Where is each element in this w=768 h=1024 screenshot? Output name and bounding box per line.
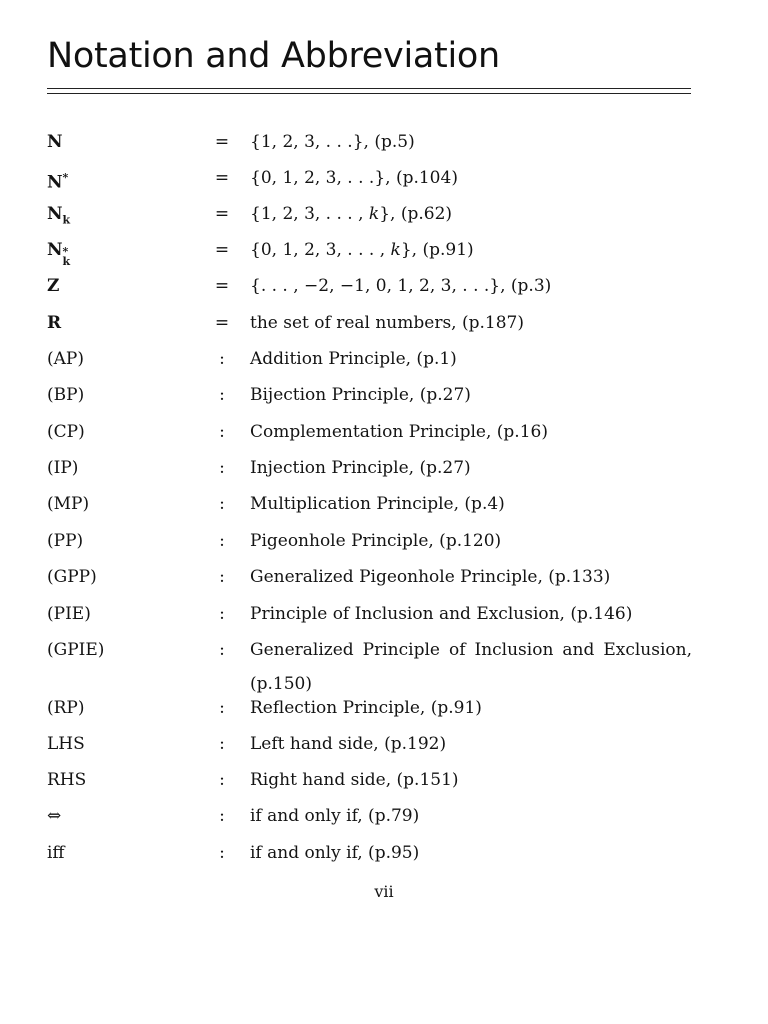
- notation-symbol: (CP): [47, 422, 85, 442]
- notation-symbol: iff: [47, 843, 65, 863]
- notation-definition: Multiplication Principle, (p.4): [250, 494, 505, 514]
- notation-definition: Pigeonhole Principle, (p.120): [250, 531, 502, 551]
- notation-symbol: [47, 239, 72, 268]
- notation-separator: :: [219, 770, 225, 790]
- notation-symbol-base: N: [47, 172, 63, 193]
- notation-definition: [250, 203, 695, 225]
- notation-separator: :: [219, 531, 225, 551]
- notation-row: [0, 769, 768, 799]
- notation-row: [0, 312, 768, 342]
- title-rule-bottom: [47, 93, 691, 94]
- notation-definition: if and only if, (p.79): [250, 806, 420, 826]
- notation-symbol: (IP): [47, 458, 79, 478]
- notation-separator: :: [219, 458, 225, 478]
- notation-definition: Addition Principle, (p.1): [250, 349, 457, 369]
- notation-row: [0, 493, 768, 523]
- notation-definition: the set of real numbers, (p.187): [250, 313, 524, 333]
- notation-separator: :: [219, 734, 225, 754]
- notation-symbol: N: [47, 132, 63, 152]
- notation-symbol: Z: [47, 276, 60, 296]
- notation-definition: Bijection Principle, (p.27): [250, 385, 471, 405]
- notation-symbol: (PIE): [47, 604, 91, 624]
- notation-row: [0, 530, 768, 560]
- notation-separator: =: [214, 132, 230, 152]
- notation-row: [0, 733, 768, 763]
- notation-definition: Generalized Principle of Inclusion and Exclusion, (p.150): [250, 640, 692, 694]
- notation-row: [0, 457, 768, 487]
- notation-definition: if and only if, (p.95): [250, 843, 420, 863]
- notation-row: [0, 566, 768, 596]
- notation-symbol: (MP): [47, 494, 90, 514]
- notation-row: [0, 421, 768, 451]
- notation-row: [0, 697, 768, 727]
- notation-row: [0, 384, 768, 414]
- notation-row: [0, 348, 768, 378]
- notation-row: [0, 203, 768, 233]
- notation-definition: {0, 1, 2, 3, . . .}, (p.104): [250, 168, 458, 188]
- notation-definition: {1, 2, 3, . . .}, (p.5): [250, 132, 415, 152]
- notation-row: [0, 842, 768, 872]
- notation-separator: =: [214, 204, 230, 224]
- notation-separator: :: [219, 567, 225, 587]
- notation-separator: =: [214, 240, 230, 260]
- notation-symbol-subscript: k: [62, 213, 71, 227]
- notation-symbol: RHS: [47, 770, 87, 790]
- notation-row: [0, 167, 768, 197]
- notation-definition: Generalized Pigeonhole Principle, (p.133): [250, 567, 611, 587]
- definition-part: }, (p.62): [379, 204, 453, 224]
- notation-separator: :: [219, 494, 225, 514]
- definition-variable: k: [368, 204, 380, 224]
- notation-separator: :: [219, 422, 225, 442]
- page-number: vii: [374, 882, 394, 901]
- notation-separator: :: [219, 843, 225, 863]
- notation-symbol: [47, 167, 68, 194]
- notation-symbol: LHS: [47, 734, 85, 754]
- notation-separator: :: [219, 806, 225, 826]
- notation-separator: :: [219, 698, 225, 718]
- notation-definition: [250, 239, 695, 261]
- notation-symbol-base: N: [47, 240, 63, 260]
- notation-separator: =: [214, 168, 230, 188]
- notation-symbol: (GPP): [47, 567, 97, 587]
- notation-symbol: (PP): [47, 531, 84, 551]
- notation-definition: Injection Principle, (p.27): [250, 458, 471, 478]
- definition-part: {1, 2, 3, . . . ,: [250, 204, 369, 224]
- definition-part: {0, 1, 2, 3, . . . ,: [250, 240, 391, 260]
- notation-symbol: (AP): [47, 349, 84, 369]
- notation-symbol-base: N: [47, 204, 63, 224]
- notation-symbol: (GPIE): [47, 640, 105, 660]
- notation-row: [0, 805, 768, 835]
- notation-separator: :: [219, 604, 225, 624]
- notation-row: [0, 131, 768, 161]
- notation-row: [0, 603, 768, 633]
- notation-symbol: R: [47, 313, 62, 333]
- page-title: Notation and Abbreviation: [47, 36, 500, 76]
- notation-symbol-superscript: *: [62, 245, 69, 258]
- notation-symbol: (BP): [47, 385, 85, 405]
- notation-row: [0, 239, 768, 269]
- notation-symbol: (RP): [47, 698, 85, 718]
- definition-part: }, (p.91): [400, 240, 474, 260]
- notation-row: [0, 275, 768, 305]
- notation-symbol-superscript: *: [62, 171, 69, 184]
- notation-row: [0, 639, 768, 703]
- notation-separator: :: [219, 349, 225, 369]
- notation-definition: Principle of Inclusion and Exclusion, (p.146): [250, 604, 633, 624]
- notation-definition: Complementation Principle, (p.16): [250, 422, 548, 442]
- notation-separator: =: [214, 276, 230, 296]
- notation-definition: Left hand side, (p.192): [250, 734, 447, 754]
- notation-separator: :: [219, 640, 225, 660]
- title-rule-top: [47, 88, 691, 89]
- notation-separator: =: [214, 313, 230, 333]
- notation-symbol-subscript: k: [62, 255, 71, 268]
- definition-variable: k: [390, 240, 401, 260]
- notation-symbol: ⇔: [47, 806, 62, 826]
- notation-definition: {. . . , −2, −1, 0, 1, 2, 3, . . .}, (p.3): [250, 276, 552, 296]
- notation-separator: :: [219, 385, 225, 405]
- notation-symbol: [47, 203, 70, 231]
- notation-definition: Right hand side, (p.151): [250, 770, 459, 790]
- notation-definition: Reflection Principle, (p.91): [250, 698, 482, 718]
